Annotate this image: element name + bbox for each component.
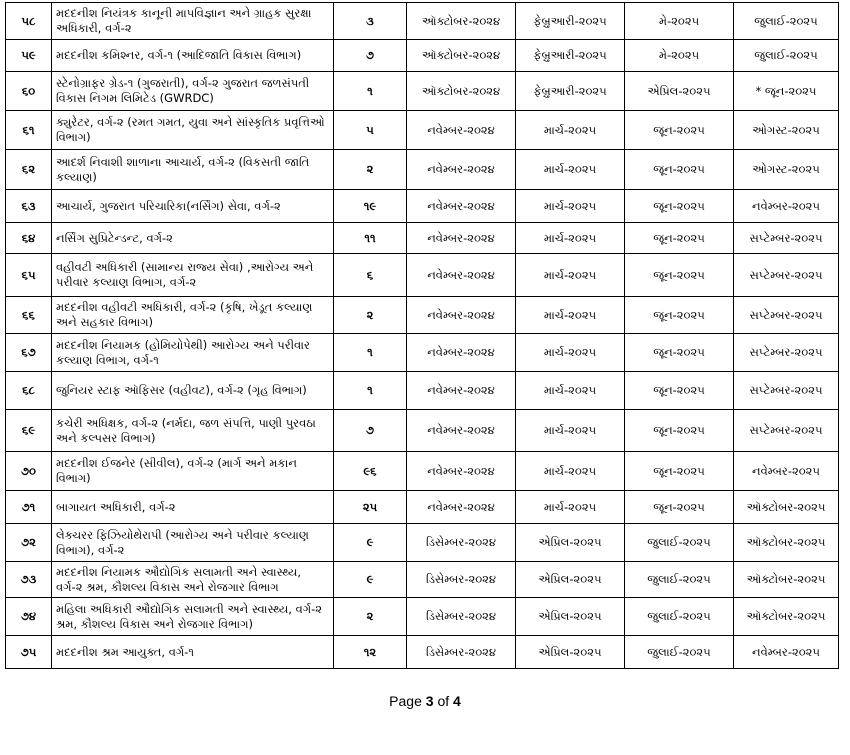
row-number: ૬૫: [6, 254, 52, 297]
result-month: જૂન-૨૦૨૫: [625, 254, 734, 297]
table-row: [6, 40, 839, 72]
post-name: મદદનીશ શ્રમ આયુક્ત, વર્ગ-૧: [52, 636, 334, 669]
vacancy-count: ૧: [334, 372, 407, 410]
row-number: ૬૯: [6, 410, 52, 452]
table-row: [6, 254, 839, 297]
result-month: જૂન-૨૦૨૫: [625, 491, 734, 524]
table-row: [6, 452, 839, 491]
result-month: જૂન-૨૦૨૫: [625, 334, 734, 372]
vacancy-count: ૭: [334, 410, 407, 452]
table-row: [6, 72, 839, 111]
page-footer: [0, 693, 850, 709]
result-month: જૂન-૨૦૨૫: [625, 150, 734, 190]
post-name: જુનિયર સ્ટાફ ઑફિસર (વહીવટ), વર્ગ-૨ (ગૃહ વિભાગ): [52, 372, 334, 410]
table-row: [6, 334, 839, 372]
prelim-exam-month: ફેબ્રુઆરી-૨૦૨૫: [516, 40, 625, 72]
interview-month: ઑક્ટોબર-૨૦૨૫: [734, 562, 839, 598]
interview-month: ઑક્ટોબર-૨૦૨૫: [734, 524, 839, 562]
result-month: જુલાઈ-૨૦૨૫: [625, 598, 734, 636]
interview-month: જુલાઈ-૨૦૨૫: [734, 40, 839, 72]
post-name: આદર્શ નિવાશી શાળાના આચાર્ય, વર્ગ-૨ (વિકસતી જાતિ કલ્યાણ): [52, 150, 334, 190]
table-row: [6, 190, 839, 223]
interview-month: જુલાઈ-૨૦૨૫: [734, 3, 839, 40]
vacancy-count: ૫: [334, 111, 407, 150]
advertisement-month: નવેમ્બર-૨૦૨૪: [407, 150, 516, 190]
table-row: [6, 150, 839, 190]
prelim-exam-month: માર્ચ-૨૦૨૫: [516, 452, 625, 491]
post-name: મદદનીશ કમિશ્નર, વર્ગ-૧ (આદિજાતિ વિકાસ વિભાગ): [52, 40, 334, 72]
vacancy-count: ૧: [334, 72, 407, 111]
post-name: લેક્ચરર ફિઝિયોથેરાપી (આરોગ્ય અને પરીવાર કલ્યાણ વિભાગ), વર્ગ-૨: [52, 524, 334, 562]
interview-month: સપ્ટેમ્બર-૨૦૨૫: [734, 297, 839, 334]
interview-month: * જૂન-૨૦૨૫: [734, 72, 839, 111]
table-row: [6, 410, 839, 452]
row-number: ૭૦: [6, 452, 52, 491]
row-number: ૬૭: [6, 334, 52, 372]
result-month: મે-૨૦૨૫: [625, 3, 734, 40]
result-month: જૂન-૨૦૨૫: [625, 297, 734, 334]
table-row: [6, 223, 839, 254]
vacancy-count: ૯: [334, 562, 407, 598]
result-month: જૂન-૨૦૨૫: [625, 223, 734, 254]
interview-month: ઑક્ટોબર-૨૦૨૫: [734, 598, 839, 636]
interview-month: ઑક્ટોબર-૨૦૨૫: [734, 491, 839, 524]
prelim-exam-month: માર્ચ-૨૦૨૫: [516, 334, 625, 372]
post-name: મદદનીશ નિયંત્રક કાનૂની માપવિજ્ઞાન અને ગ્રાહક સુરક્ષા અધિકારી, વર્ગ-૨: [52, 3, 334, 40]
table-row: [6, 636, 839, 669]
interview-month: સપ્ટેમ્બર-૨૦૨૫: [734, 223, 839, 254]
advertisement-month: ઑક્ટોબર-૨૦૨૪: [407, 72, 516, 111]
advertisement-month: નવેમ્બર-૨૦૨૪: [407, 190, 516, 223]
prelim-exam-month: માર્ચ-૨૦૨૫: [516, 111, 625, 150]
post-name: આચાર્ય, ગુજરાત પરિચારિકા(નર્સિંગ) સેવા, વર્ગ-૨: [52, 190, 334, 223]
result-month: જૂન-૨૦૨૫: [625, 111, 734, 150]
result-month: એપ્રિલ-૨૦૨૫: [625, 72, 734, 111]
row-number: ૭૪: [6, 598, 52, 636]
row-number: ૭૨: [6, 524, 52, 562]
advertisement-month: ડિસેમ્બર-૨૦૨૪: [407, 524, 516, 562]
vacancy-count: ૧: [334, 334, 407, 372]
vacancy-count: ૧૧: [334, 223, 407, 254]
prelim-exam-month: એપ્રિલ-૨૦૨૫: [516, 562, 625, 598]
advertisement-month: ઑક્ટોબર-૨૦૨૪: [407, 40, 516, 72]
footer-page-label: Page: [389, 693, 426, 709]
result-month: જુલાઈ-૨૦૨૫: [625, 524, 734, 562]
interview-month: નવેમ્બર-૨૦૨૫: [734, 636, 839, 669]
advertisement-month: નવેમ્બર-૨૦૨૪: [407, 410, 516, 452]
vacancy-count: ૬: [334, 254, 407, 297]
prelim-exam-month: ફેબ્રુઆરી-૨૦૨૫: [516, 3, 625, 40]
advertisement-month: ડિસેમ્બર-૨૦૨૪: [407, 562, 516, 598]
result-month: જૂન-૨૦૨૫: [625, 410, 734, 452]
table-row: [6, 372, 839, 410]
table-row: [6, 3, 839, 40]
advertisement-month: નવેમ્બર-૨૦૨૪: [407, 297, 516, 334]
post-name: મદદનીશ વહીવટી અધિકારી, વર્ગ-૨ (કૃષિ, ખેડૂત કલ્યાણ અને સહકાર વિભાગ): [52, 297, 334, 334]
prelim-exam-month: માર્ચ-૨૦૨૫: [516, 491, 625, 524]
table-body: [6, 3, 839, 669]
row-number: ૫૮: [6, 3, 52, 40]
result-month: જૂન-૨૦૨૫: [625, 190, 734, 223]
row-number: ૭૫: [6, 636, 52, 669]
vacancy-count: ૭: [334, 40, 407, 72]
advertisement-month: ઑક્ટોબર-૨૦૨૪: [407, 3, 516, 40]
post-name: કચેરી અધિક્ષક, વર્ગ-૨ (નર્મદા, જળ સંપત્તિ, પાણી પુરવઠા અને કલ્પસર વિભાગ): [52, 410, 334, 452]
table-row: [6, 111, 839, 150]
result-month: જુલાઈ-૨૦૨૫: [625, 636, 734, 669]
prelim-exam-month: માર્ચ-૨૦૨૫: [516, 254, 625, 297]
vacancy-count: ૯: [334, 524, 407, 562]
row-number: ૬૨: [6, 150, 52, 190]
row-number: ૬૪: [6, 223, 52, 254]
footer-current-page: 3: [425, 693, 434, 709]
interview-month: સપ્ટેમ્બર-૨૦૨૫: [734, 254, 839, 297]
interview-month: નવેમ્બર-૨૦૨૫: [734, 190, 839, 223]
table-row: [6, 524, 839, 562]
prelim-exam-month: માર્ચ-૨૦૨૫: [516, 150, 625, 190]
advertisement-month: નવેમ્બર-૨૦૨૪: [407, 491, 516, 524]
post-name: સ્ટેનોગ્રાફર ગ્રેડ-૧ (ગુજરાતી), વર્ગ-૨ ગુજરાત જળસંપતી વિકાસ નિગમ લિમિટેડ (GWRDC): [52, 72, 334, 111]
row-number: ૭૩: [6, 562, 52, 598]
table-row: [6, 491, 839, 524]
footer-total-pages: 4: [453, 693, 461, 709]
post-name: વહીવટી અધિકારી (સામાન્ય રાજ્ય સેવા) ,આરોગ્ય અને પરીવાર કલ્યાણ વિભાગ, વર્ગ-૨: [52, 254, 334, 297]
prelim-exam-month: માર્ચ-૨૦૨૫: [516, 410, 625, 452]
table-row: [6, 297, 839, 334]
table-row: [6, 562, 839, 598]
row-number: ૬૮: [6, 372, 52, 410]
advertisement-month: નવેમ્બર-૨૦૨૪: [407, 372, 516, 410]
vacancy-count: ૧૨: [334, 636, 407, 669]
row-number: ૭૧: [6, 491, 52, 524]
footer-of-label: of: [433, 693, 454, 709]
row-number: ૫૯: [6, 40, 52, 72]
prelim-exam-month: એપ્રિલ-૨૦૨૫: [516, 524, 625, 562]
vacancy-count: ૩: [334, 3, 407, 40]
post-name: મહિલા અધિકારી ઔદ્યોગિક સલામતી અને સ્વાસ્થ્ય, વર્ગ-૨ શ્રમ, કૌશલ્ય વિકાસ અને રોજગાર વિભાગ): [52, 598, 334, 636]
advertisement-month: નવેમ્બર-૨૦૨૪: [407, 334, 516, 372]
interview-month: સપ્ટેમ્બર-૨૦૨૫: [734, 410, 839, 452]
prelim-exam-month: માર્ચ-૨૦૨૫: [516, 223, 625, 254]
interview-month: નવેમ્બર-૨૦૨૫: [734, 452, 839, 491]
prelim-exam-month: માર્ચ-૨૦૨૫: [516, 190, 625, 223]
vacancy-count: ૧૯: [334, 190, 407, 223]
recruitment-schedule-table: [5, 2, 839, 669]
prelim-exam-month: એપ્રિલ-૨૦૨૫: [516, 636, 625, 669]
result-month: જૂન-૨૦૨૫: [625, 372, 734, 410]
advertisement-month: ડિસેમ્બર-૨૦૨૪: [407, 636, 516, 669]
post-name: મદદનીશ નિયામક ઔદ્યોગિક સલામતી અને સ્વાસ્થ્ય, વર્ગ-૨ શ્રમ, કૌશલ્ય વિકાસ અને રોજગાર વિભાગ: [52, 562, 334, 598]
vacancy-count: ૨૫: [334, 491, 407, 524]
interview-month: ઓગસ્ટ-૨૦૨૫: [734, 111, 839, 150]
advertisement-month: ડિસેમ્બર-૨૦૨૪: [407, 598, 516, 636]
interview-month: સપ્ટેમ્બર-૨૦૨૫: [734, 334, 839, 372]
interview-month: સપ્ટેમ્બર-૨૦૨૫: [734, 372, 839, 410]
prelim-exam-month: માર્ચ-૨૦૨૫: [516, 372, 625, 410]
advertisement-month: નવેમ્બર-૨૦૨૪: [407, 452, 516, 491]
post-name: મદદનીશ નિયામક (હોમિયોપેથી) આરોગ્ય અને પરીવાર કલ્યાણ વિભાગ, વર્ગ-૧: [52, 334, 334, 372]
result-month: જુલાઈ-૨૦૨૫: [625, 562, 734, 598]
vacancy-count: ૨: [334, 150, 407, 190]
post-name: બાગાયત અધિકારી, વર્ગ-૨: [52, 491, 334, 524]
advertisement-month: નવેમ્બર-૨૦૨૪: [407, 223, 516, 254]
prelim-exam-month: ફેબ્રુઆરી-૨૦૨૫: [516, 72, 625, 111]
row-number: ૬૩: [6, 190, 52, 223]
advertisement-month: નવેમ્બર-૨૦૨૪: [407, 254, 516, 297]
result-month: જૂન-૨૦૨૫: [625, 452, 734, 491]
row-number: ૬૬: [6, 297, 52, 334]
row-number: ૬૧: [6, 111, 52, 150]
result-month: મે-૨૦૨૫: [625, 40, 734, 72]
row-number: ૬૦: [6, 72, 52, 111]
interview-month: ઓગસ્ટ-૨૦૨૫: [734, 150, 839, 190]
post-name: નર્સિંગ સુપ્રિટેન્ડન્ટ, વર્ગ-૨: [52, 223, 334, 254]
vacancy-count: ૨: [334, 297, 407, 334]
prelim-exam-month: એપ્રિલ-૨૦૨૫: [516, 598, 625, 636]
prelim-exam-month: માર્ચ-૨૦૨૫: [516, 297, 625, 334]
table-row: [6, 598, 839, 636]
vacancy-count: ૯૬: [334, 452, 407, 491]
vacancy-count: ૨: [334, 598, 407, 636]
advertisement-month: નવેમ્બર-૨૦૨૪: [407, 111, 516, 150]
post-name: મદદનીશ ઈજનેર (સીવીલ), વર્ગ-૨ (માર્ગ અને મકાન વિભાગ): [52, 452, 334, 491]
post-name: ક્યુરેટર, વર્ગ-૨ (રમત ગમત, યુવા અને સાંસ્કૃતિક પ્રવૃત્તિઓ વિભાગ): [52, 111, 334, 150]
